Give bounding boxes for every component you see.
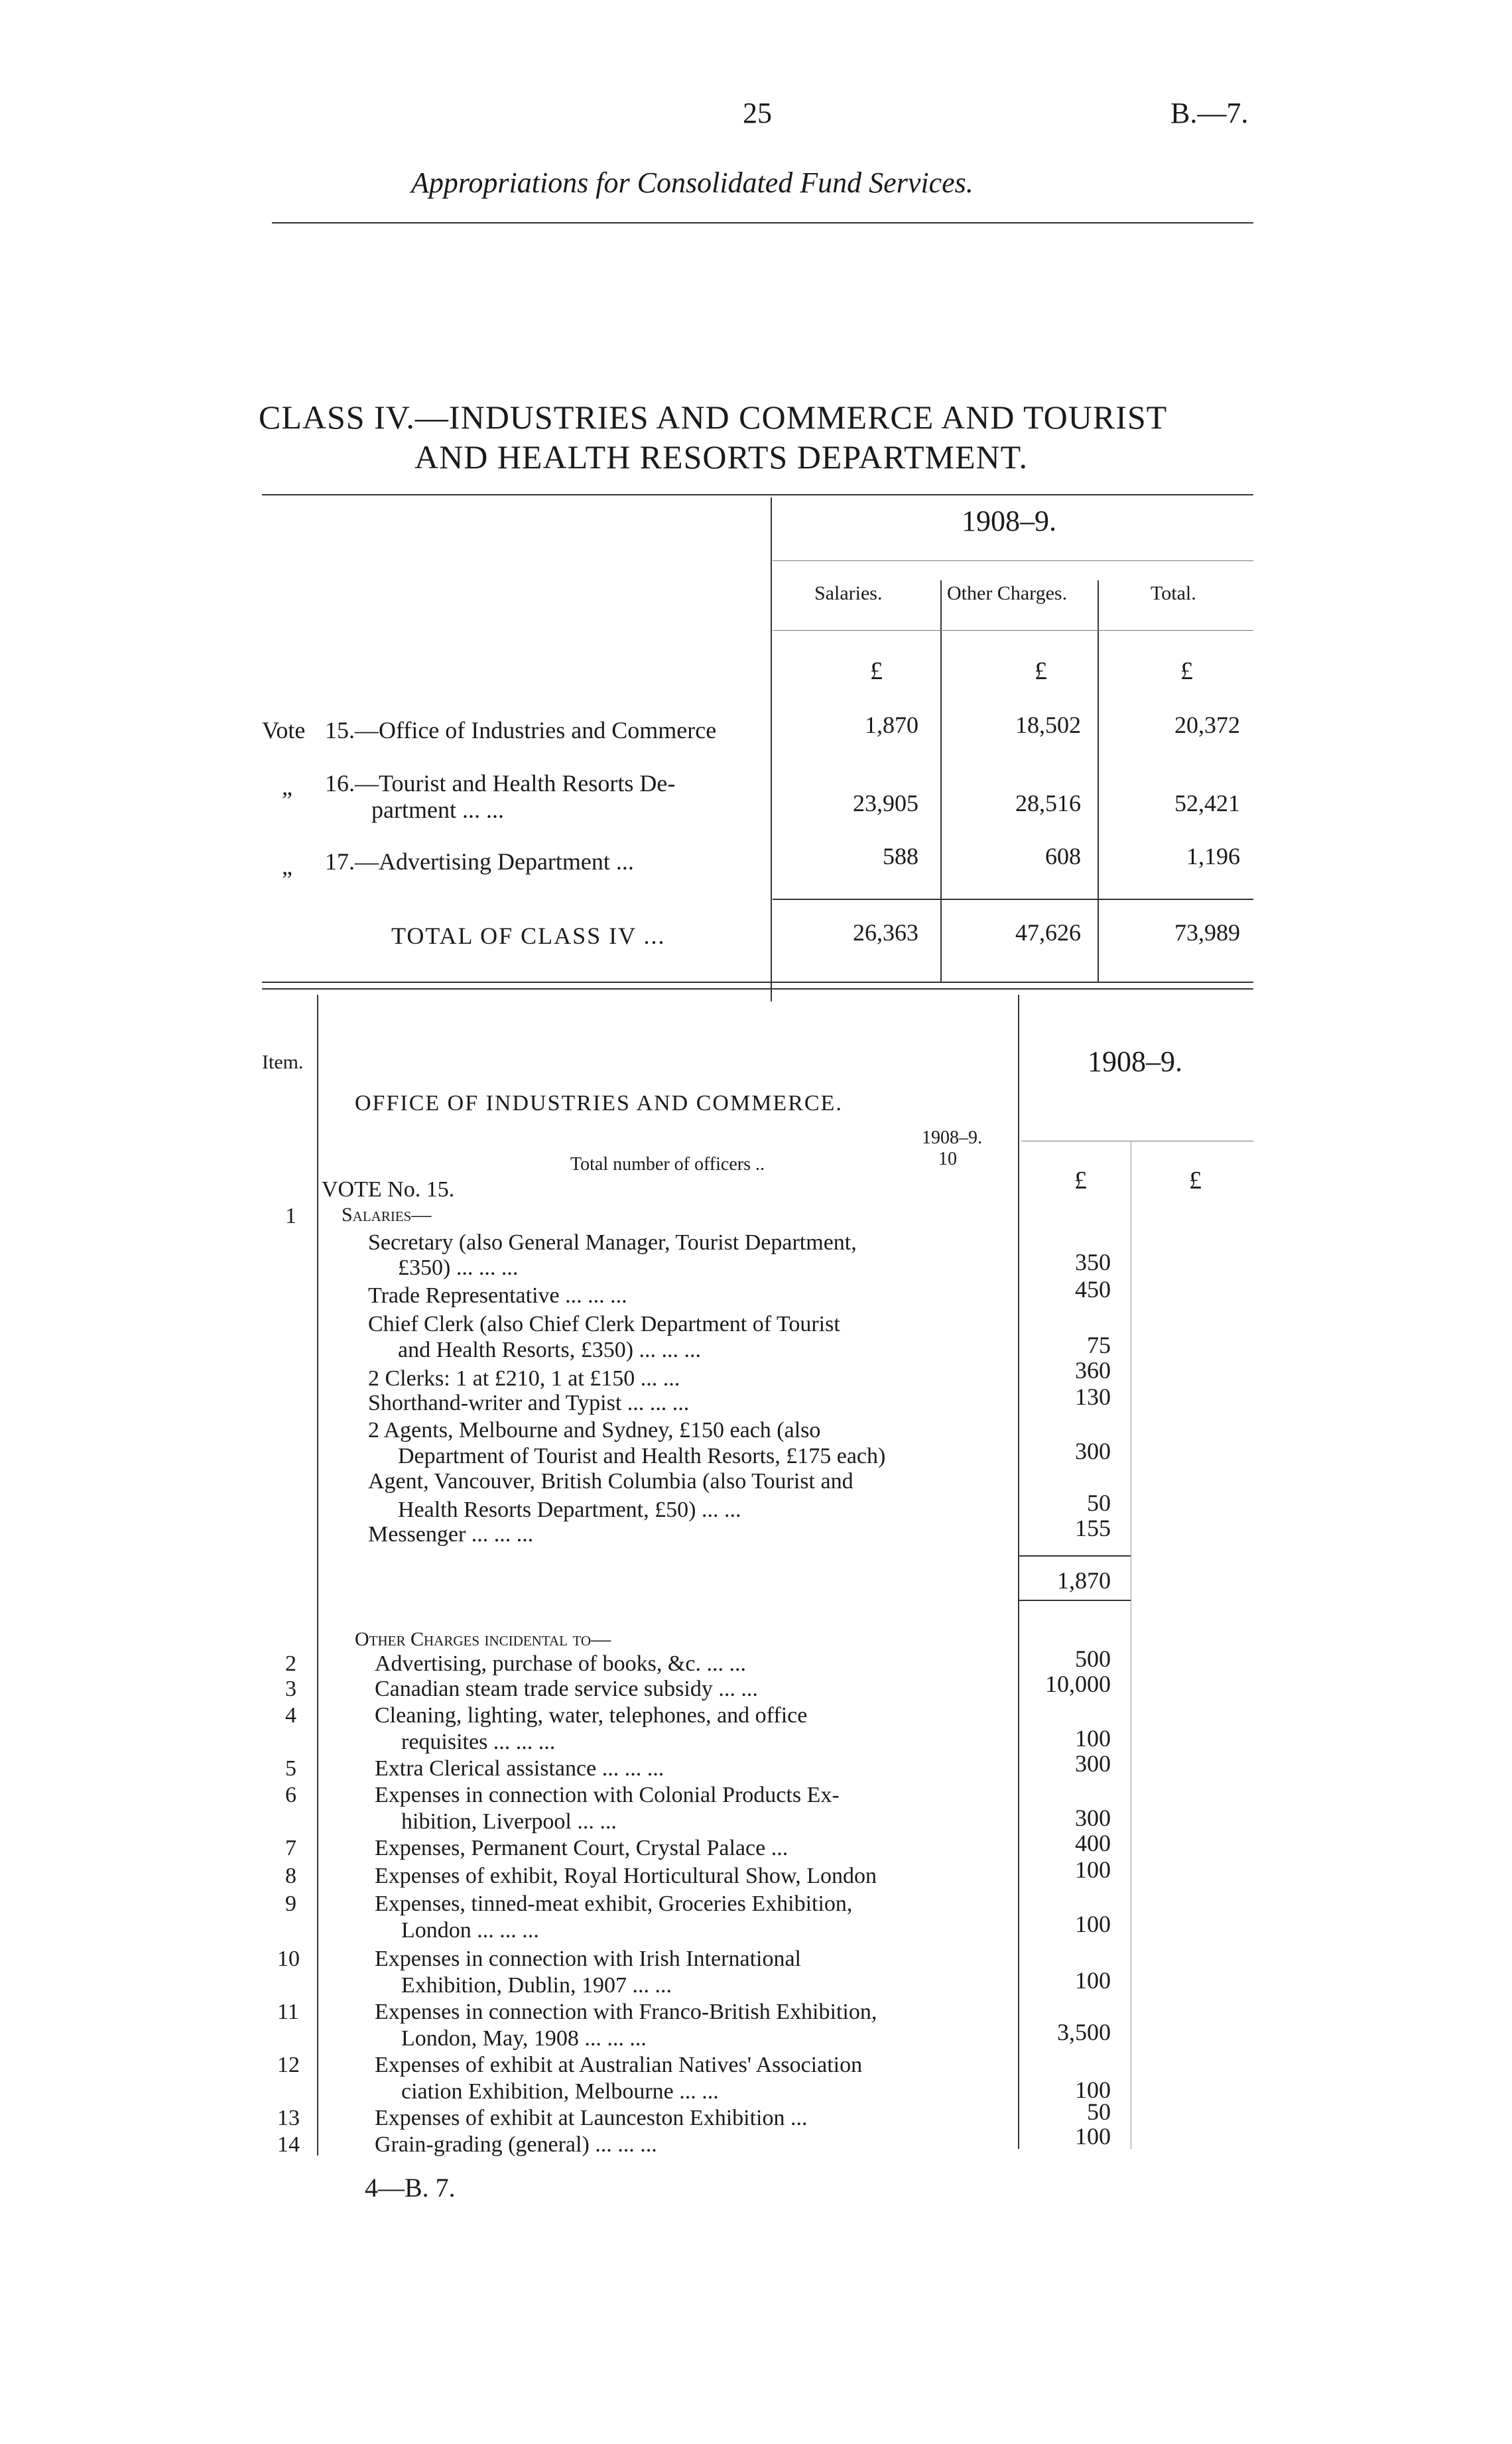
summary-divider-left <box>771 497 772 1001</box>
item-number: 4 <box>285 1703 296 1728</box>
vote-label: 17.—Advertising Department ... <box>325 848 634 875</box>
item-number: 2 <box>285 1651 296 1676</box>
vote-prefix: „ <box>282 773 292 800</box>
vote-other: 28,516 <box>1015 790 1081 816</box>
currency-left: £ <box>1074 1167 1087 1194</box>
salary-line-amount: 450 <box>1075 1276 1111 1303</box>
salary-line-text: Secretary (also General Manager, Tourist Department, <box>368 1230 857 1255</box>
other-charge-text: Canadian steam trade service subsidy ... ... <box>375 1677 758 1701</box>
other-charge-text: Expenses, Permanent Court, Crystal Palace ... <box>375 1836 788 1860</box>
salary-line-amount: 360 <box>1075 1357 1111 1383</box>
salary-line-amount: 300 <box>1075 1438 1111 1464</box>
currency-total: £ <box>1180 657 1193 685</box>
document-reference: B.—7. <box>1170 97 1249 129</box>
other-charges-heading: Other Charges incidental to— <box>355 1628 611 1650</box>
currency-other: £ <box>1035 657 1047 685</box>
other-charge-text: requisites ... ... ... <box>401 1730 556 1754</box>
summary-subtotal-rule <box>773 899 1253 900</box>
item-number: 13 <box>277 2106 300 2130</box>
vote-label: 16.—Tourist and Health Resorts De- <box>325 770 676 797</box>
salary-line-amount: 75 <box>1087 1332 1111 1358</box>
total-label: TOTAL OF CLASS IV ... <box>391 923 666 949</box>
other-charge-amount: 100 <box>1075 2123 1111 2150</box>
other-charge-text: Expenses of exhibit at Launceston Exhibition ... <box>375 2106 808 2130</box>
item-number: 9 <box>285 1892 296 1916</box>
salary-line-text: 2 Clerks: 1 at £210, 1 at £150 ... ... <box>368 1366 680 1391</box>
salary-line-text: 2 Agents, Melbourne and Sydney, £150 each (also <box>368 1418 821 1443</box>
col-other-charges: Other Charges. <box>947 582 1068 604</box>
salaries-total-rule <box>1018 1600 1131 1601</box>
item-number: 12 <box>277 2053 300 2077</box>
vote-total: 52,421 <box>1174 790 1240 816</box>
summary-year-rule <box>773 560 1253 561</box>
summary-divider-mid1 <box>940 580 942 982</box>
col-total: Total. <box>1151 582 1196 604</box>
salary-line-text: £350) ... ... ... <box>398 1255 519 1280</box>
summary-divider-mid2 <box>1098 580 1099 982</box>
col-salaries: Salaries. <box>814 582 883 604</box>
other-charge-amount: 100 <box>1075 1911 1111 1937</box>
vote-prefix: Vote <box>262 717 306 743</box>
other-charge-amount: 100 <box>1075 1967 1111 1994</box>
page-number: 25 <box>743 97 772 129</box>
salary-line-text: Trade Representative ... ... ... <box>368 1283 627 1308</box>
salary-line-text: Shorthand-writer and Typist ... ... ... <box>368 1391 690 1415</box>
vote-prefix: „ <box>282 853 292 879</box>
currency-right: £ <box>1189 1167 1202 1194</box>
salary-line-text: Department of Tourist and Health Resorts, £175 each) <box>398 1444 886 1468</box>
summary-year: 1908–9. <box>962 505 1056 537</box>
salary-line-amount: 50 <box>1087 1490 1111 1516</box>
salary-line-amount: 155 <box>1075 1515 1111 1541</box>
vote-label-continued: partment ... ... <box>371 797 504 823</box>
other-charge-amount: 100 <box>1075 1725 1111 1752</box>
header-rule <box>272 222 1253 224</box>
item-header: Item. <box>262 1051 304 1073</box>
other-charge-text: Expenses in connection with Colonial Products Ex- <box>375 1783 840 1807</box>
other-charge-amount: 50 <box>1087 2098 1111 2125</box>
officers-year: 1908–9. <box>922 1127 982 1148</box>
other-charge-amount: 100 <box>1075 2077 1111 2103</box>
officers-label: Total number of officers .. <box>570 1154 765 1175</box>
other-charge-text: Grain-grading (general) ... ... ... <box>375 2132 657 2157</box>
total-other: 47,626 <box>1015 919 1081 946</box>
signature-mark: 4—B. 7. <box>365 2173 456 2203</box>
salary-line-text: Health Resorts Department, £50) ... ... <box>398 1498 741 1522</box>
other-charge-text: Exhibition, Dublin, 1907 ... ... <box>401 1973 672 1998</box>
other-charge-text: London ... ... ... <box>401 1918 539 1943</box>
other-charge-text: Extra Clerical assistance ... ... ... <box>375 1756 664 1781</box>
item-number: 6 <box>285 1783 296 1807</box>
office-title: OFFICE OF INDUSTRIES AND COMMERCE. <box>355 1091 843 1116</box>
item-number: 11 <box>277 2000 299 2024</box>
item-number: 10 <box>277 1947 300 1971</box>
other-charge-text: Expenses, tinned-meat exhibit, Groceries Exhibition, <box>375 1892 853 1916</box>
vote-label: 15.—Office of Industries and Commerce <box>325 717 717 743</box>
other-charge-amount: 3,500 <box>1057 2019 1111 2045</box>
item-number: 1 <box>285 1204 296 1228</box>
currency-salaries: £ <box>870 657 883 685</box>
item-number: 8 <box>285 1864 296 1888</box>
salaries-subtotal-rule <box>1018 1555 1131 1557</box>
other-charge-text: Expenses of exhibit, Royal Horticultural Show, London <box>375 1864 877 1888</box>
class-title-line1: CLASS IV.—INDUSTRIES AND COMMERCE AND TOURIST <box>259 399 1168 436</box>
vote-year: 1908–9. <box>1088 1045 1182 1078</box>
other-charge-text: London, May, 1908 ... ... ... <box>401 2026 647 2051</box>
amount-column-rule <box>1018 995 1019 2149</box>
other-charge-text: Expenses in connection with Franco-British Exhibition, <box>375 2000 877 2024</box>
other-charge-text: ciation Exhibition, Melbourne ... ... <box>401 2079 719 2104</box>
other-charge-text: Cleaning, lighting, water, telephones, and office <box>375 1703 808 1728</box>
salary-line-text: Chief Clerk (also Chief Clerk Department of Tourist <box>368 1312 840 1336</box>
salaries-total: 1,870 <box>1057 1567 1111 1594</box>
other-charge-text: hibition, Liverpool ... ... <box>401 1809 617 1834</box>
other-charge-text: Expenses of exhibit at Australian Natives' Association <box>375 2053 863 2077</box>
other-charge-amount: 300 <box>1075 1805 1111 1831</box>
salary-line-text: and Health Resorts, £350) ... ... ... <box>398 1338 702 1362</box>
total-salaries: 26,363 <box>853 919 918 946</box>
salary-line-text: Agent, Vancouver, British Columbia (also Tourist and <box>368 1469 853 1494</box>
vote-other: 608 <box>1045 843 1081 869</box>
salaries-heading: Salaries— <box>342 1204 432 1226</box>
col-head-rule <box>773 630 1253 631</box>
other-charge-amount: 500 <box>1075 1645 1111 1672</box>
vote-total: 1,196 <box>1186 843 1240 869</box>
vote-number: VOTE No. 15. <box>322 1177 455 1202</box>
total-total: 73,989 <box>1174 919 1240 946</box>
class-title-line2: AND HEALTH RESORTS DEPARTMENT. <box>414 438 1028 476</box>
item-number: 5 <box>285 1756 296 1781</box>
other-charge-text: Expenses in connection with Irish International <box>375 1947 801 1971</box>
item-number: 14 <box>277 2132 300 2157</box>
vote-other: 18,502 <box>1015 712 1081 738</box>
other-charge-amount: 300 <box>1075 1750 1111 1777</box>
vote-total: 20,372 <box>1174 712 1240 738</box>
vote-salaries: 1,870 <box>865 712 918 738</box>
item-column-rule <box>317 995 318 2155</box>
running-title: Appropriations for Consolidated Fund Services. <box>411 166 974 199</box>
summary-top-rule <box>262 494 1253 495</box>
other-charge-amount: 100 <box>1075 1856 1111 1883</box>
salary-line-text: Messenger ... ... ... <box>368 1522 534 1547</box>
other-charge-amount: 400 <box>1075 1830 1111 1856</box>
summary-bottom-rule-1 <box>262 982 1253 983</box>
vote-salaries: 23,905 <box>853 790 918 816</box>
officers-count: 10 <box>938 1149 957 1169</box>
salary-line-amount: 350 <box>1075 1249 1111 1275</box>
vote-salaries: 588 <box>883 843 918 869</box>
other-charge-amount: 10,000 <box>1045 1671 1111 1697</box>
item-number: 3 <box>285 1677 296 1701</box>
other-charge-text: Advertising, purchase of books, &c. ... ... <box>375 1651 746 1676</box>
salary-line-amount: 130 <box>1075 1383 1111 1410</box>
item-number: 7 <box>285 1836 296 1860</box>
summary-bottom-rule-2 <box>262 988 1253 990</box>
